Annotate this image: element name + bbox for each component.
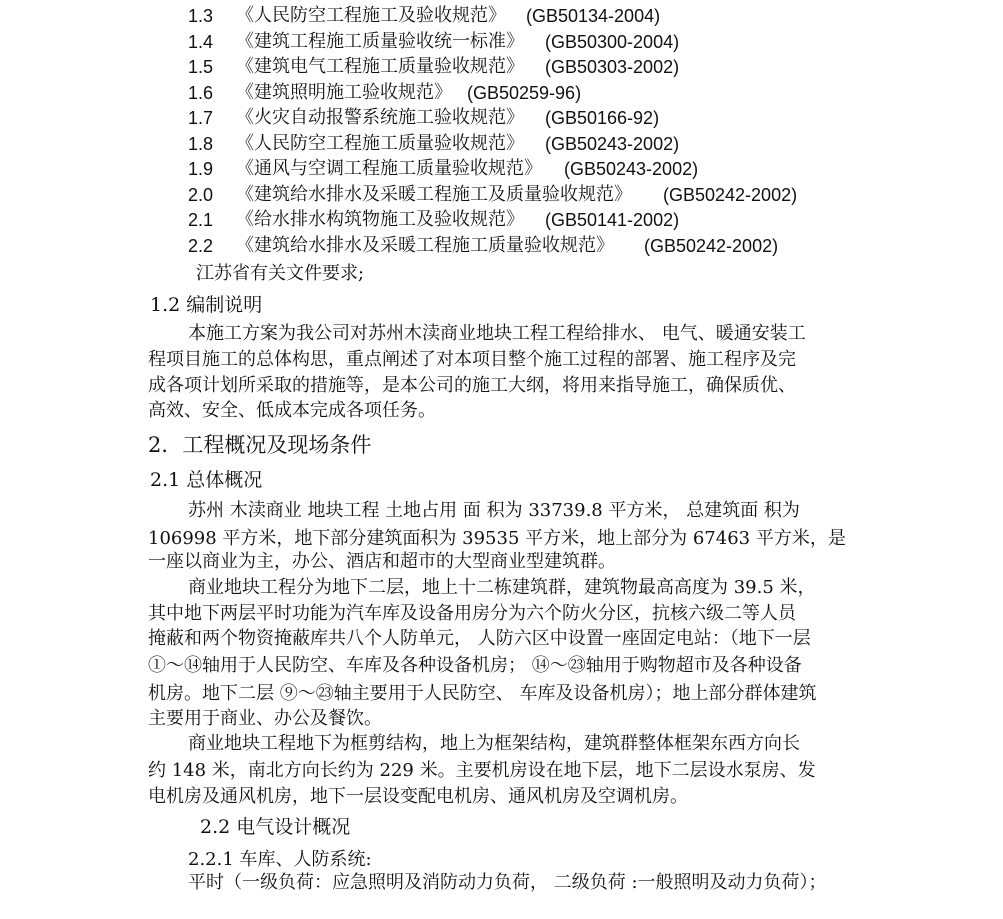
- standard-title: 《建筑照明施工验收规范》: [236, 82, 452, 103]
- paragraph-line: 苏州 木渎商业 地块工程 土地占用 面 积为 33739.8 平方米， 总建筑面 积为: [188, 500, 800, 521]
- section-heading-1-2: 1.2 编制说明: [150, 294, 263, 316]
- standard-code: (GB50243-2002): [564, 159, 699, 179]
- standard-number: 1.5: [188, 57, 214, 77]
- paragraph-line: 掩蔽和两个物资掩蔽库共八个人防单元， 人防六区中设置一座固定电站：（地下一层: [148, 628, 811, 649]
- paragraph-line: 平时（一级负荷：应急照明及消防动力负荷， 二级负荷 :一般照明及动力负荷）；: [188, 872, 827, 893]
- paragraph-line: 商业地块工程地下为框剪结构，地上为框架结构，建筑群整体框架东西方向长: [188, 733, 800, 754]
- standard-title: 《人民防空工程施工及验收规范》: [236, 5, 506, 26]
- standard-title: 《建筑工程施工质量验收统一标准》: [236, 31, 524, 52]
- section-heading-2-2-1: 2.2.1 车库、人防系统:: [188, 849, 372, 870]
- standard-code: (GB50166-92): [545, 108, 660, 128]
- standard-number: 1.9: [188, 159, 214, 179]
- section-heading-2-1: 2.1 总体概况: [150, 469, 263, 491]
- standard-title: 《建筑电气工程施工质量验收规范》: [236, 56, 524, 77]
- standard-title: 《火灾自动报警系统施工验收规范》: [236, 107, 524, 128]
- standard-code: (GB50259-96): [467, 83, 582, 103]
- standard-number: 2.2: [188, 236, 214, 256]
- standard-code: (GB50243-2002): [545, 134, 680, 154]
- paragraph-line: 其中地下两层平时功能为汽车库及设备用房分为六个防火分区，抗核六级二等人员: [148, 603, 796, 624]
- standard-code: (GB50141-2002): [545, 210, 680, 230]
- standard-code: (GB50134-2004): [526, 6, 661, 26]
- standard-title: 《通风与空调工程施工质量验收规范》: [236, 158, 542, 179]
- standard-number: 1.7: [188, 108, 214, 128]
- paragraph-line: 机房。地下二层 ⑨～㉓轴主要用于人民防空、 车库及设备机房）；地上部分群体建筑: [148, 683, 817, 704]
- jiangsu-note: 江苏省有关文件要求;: [196, 263, 365, 284]
- standard-number: 1.6: [188, 83, 214, 103]
- standard-code: (GB50242-2002): [663, 185, 798, 205]
- standard-number: 1.3: [188, 6, 214, 26]
- standard-code: (GB50303-2002): [545, 57, 680, 77]
- standard-code: (GB50242-2002): [644, 236, 779, 256]
- standard-code: (GB50300-2004): [545, 32, 680, 52]
- paragraph-line: 主要用于商业、办公及餐饮。: [148, 708, 382, 729]
- paragraph-line: 商业地块工程分为地下二层，地上十二栋建筑群，建筑物最高高度为 39.5 米，: [188, 577, 816, 598]
- standard-title: 《建筑给水排水及采暖工程施工及质量验收规范》: [236, 184, 632, 205]
- standard-title: 《建筑给水排水及采暖工程施工质量验收规范》: [236, 235, 614, 256]
- standard-title: 《给水排水构筑物施工及验收规范》: [236, 209, 524, 230]
- standard-title: 《人民防空工程施工质量验收规范》: [236, 133, 524, 154]
- section-heading-2-2: 2.2 电气设计概况: [200, 816, 351, 838]
- standard-number: 1.8: [188, 134, 214, 154]
- paragraph-line: 成各项计划所采取的措施等，是本公司的施工大纲，将用来指导施工，确保质优、: [148, 375, 796, 396]
- paragraph-line: 程项目施工的总体构思，重点阐述了对本项目整个施工过程的部署、施工程序及完: [148, 349, 796, 370]
- section-heading-2: 2．工程概况及现场条件: [148, 433, 372, 457]
- standard-number: 2.1: [188, 210, 214, 230]
- paragraph-line: 本施工方案为我公司对苏州木渎商业地块工程工程给排水、 电气、暖通安装工: [188, 323, 806, 344]
- standard-number: 2.0: [188, 185, 214, 205]
- paragraph-line: 一座以商业为主，办公、酒店和超市的大型商业型建筑群。: [148, 551, 616, 572]
- paragraph-line: 高效、安全、低成本完成各项任务。: [148, 400, 436, 421]
- paragraph-line: 约 148 米，南北方向长约为 229 米。主要机房设在地下层，地下二层设水泵房、发: [148, 760, 816, 781]
- paragraph-line: 电机房及通风机房，地下一层设变配电机房、通风机房及空调机房。: [148, 786, 688, 807]
- paragraph-line: 106998 平方米，地下部分建筑面积为 39535 平方米，地上部分为 67463 平方米，是: [148, 528, 846, 549]
- paragraph-line: ①～⑭轴用于人民防空、车库及各种设备机房； ⑭～㉓轴用于购物超市及各种设备: [148, 655, 802, 676]
- standard-number: 1.4: [188, 32, 214, 52]
